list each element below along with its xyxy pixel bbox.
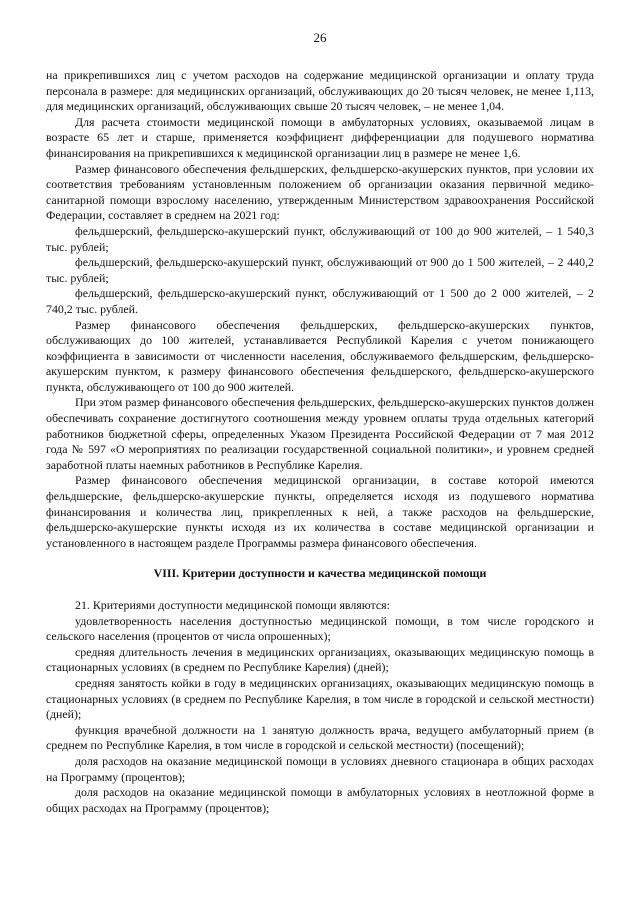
paragraph: 21. Критериями доступности медицинской помощи являются: [75,598,390,612]
paragraph: функция врачебной должности на 1 занятую должность врача, ведущего амбулаторный прием (в среднем по Республике Карелия, в том числе в городской и сельской местности) (посещений); [46,722,594,753]
paragraph: доля расходов на оказание медицинской помощи в условиях дневного стационара в общих расходах на Программу (процентов); [46,753,594,784]
paragraph: Размер финансового обеспечения фельдшерских, фельдшерско-акушерских пунктов, при условии их соответствия требованиям установленным положением об организации оказания первичной медико-санитарной помощи взрослому населению, утвержденным Министерством здравоохранения Российской Федерации, составляет в среднем на 2021 год: [46,161,594,223]
paragraph: Размер финансового обеспечения медицинской организации, в составе которой имеются фельдшерские, фельдшерско-акушерские пункты, определяется исходя из подушевого норматива финансирования и количества лиц, прикрепленных к ней, а также расходов на фельдшерские, фельдшерско-акушерские пункты исходя из их количества в составе медицинской организации и установленного в настоящем разделе Программы размера финансового обеспечения. [46,473,594,550]
paragraph: доля расходов на оказание медицинской помощи в амбулаторных условиях в неотложной форме в общих расходах на Программу (процентов); [46,785,594,815]
paragraph: фельдшерский, фельдшерско-акушерский пункт, обслуживающий от 900 до 1 500 жителей, – 2 440,2 тыс. рублей; [46,255,594,285]
paragraph: средняя занятость койки в году в медицинских организациях, оказывающих медицинскую помощь в стационарных условиях (в среднем по Республике Карелия, в том числе в городской и сельской местности) (дней); [46,675,594,722]
paragraph: При этом размер финансового обеспечения фельдшерских, фельдшерско-акушерских пунктов должен обеспечивать сохранение достигнутого соотношения между уровнем оплаты труда отдельных категорий работников бюджетной сферы, определенных Указом Президента Российской Федерации от 7 мая 2012 года № 597 «О мероприятиях по реализации государственной социальной политики», и уровнем средней заработной платы наемных работников в Республике Карелия. [46,395,594,472]
document-body [46,68,594,816]
paragraph: удовлетворенность населения доступностью медицинской помощи, в том числе городского и сельского населения (процентов от числа опрошенных); [46,613,594,644]
section-heading: VIII. Критерии доступности и качества медицинской помощи [153,566,487,581]
paragraph: фельдшерский, фельдшерско-акушерский пункт, обслуживающий от 100 до 900 жителей, – 1 540,3 тыс. рублей; [46,223,594,254]
paragraph: на прикрепившихся лиц с учетом расходов на содержание медицинской организации и оплату труда персонала в размере: для медицинских организаций, обслуживающих до 20 тысяч человек, не менее 1,113, для медицинских организаций, обслуживающих свыше 20 тысяч человек, – не менее 1,04. [46,68,594,114]
paragraph: средняя длительность лечения в медицинских организациях, оказывающих медицинскую помощь в стационарных условиях (в среднем по Республике Карелия) (дней); [46,644,594,675]
paragraphs-before [46,68,594,551]
paragraph: Размер финансового обеспечения фельдшерских, фельдшерско-акушерских пунктов, обслуживающих до 100 жителей, устанавливается Республикой Карелия с учетом понижающего коэффициента в зависимости от численности населения, обслуживаемого фельдшерским, фельдшерско-акушерским пунктом, к размеру финансового обеспечения фельдшерского, фельдшерско-акушерского пункта, обслуживающего от 100 до 900 жителей. [46,317,594,394]
paragraphs-after [46,598,594,816]
paragraph: Для расчета стоимости медицинской помощи в амбулаторных условиях, оказываемой лицам в возрасте 65 лет и старше, применяется коэффициент дифференциации для подушевого норматива финансирования на прикрепившихся к медицинской организации лиц в размере не менее 1,6. [46,114,594,160]
paragraph: фельдшерский, фельдшерско-акушерский пункт, обслуживающий от 1 500 до 2 000 жителей, – 2 740,2 тыс. рублей. [46,286,594,316]
page-number: 26 [313,30,327,45]
